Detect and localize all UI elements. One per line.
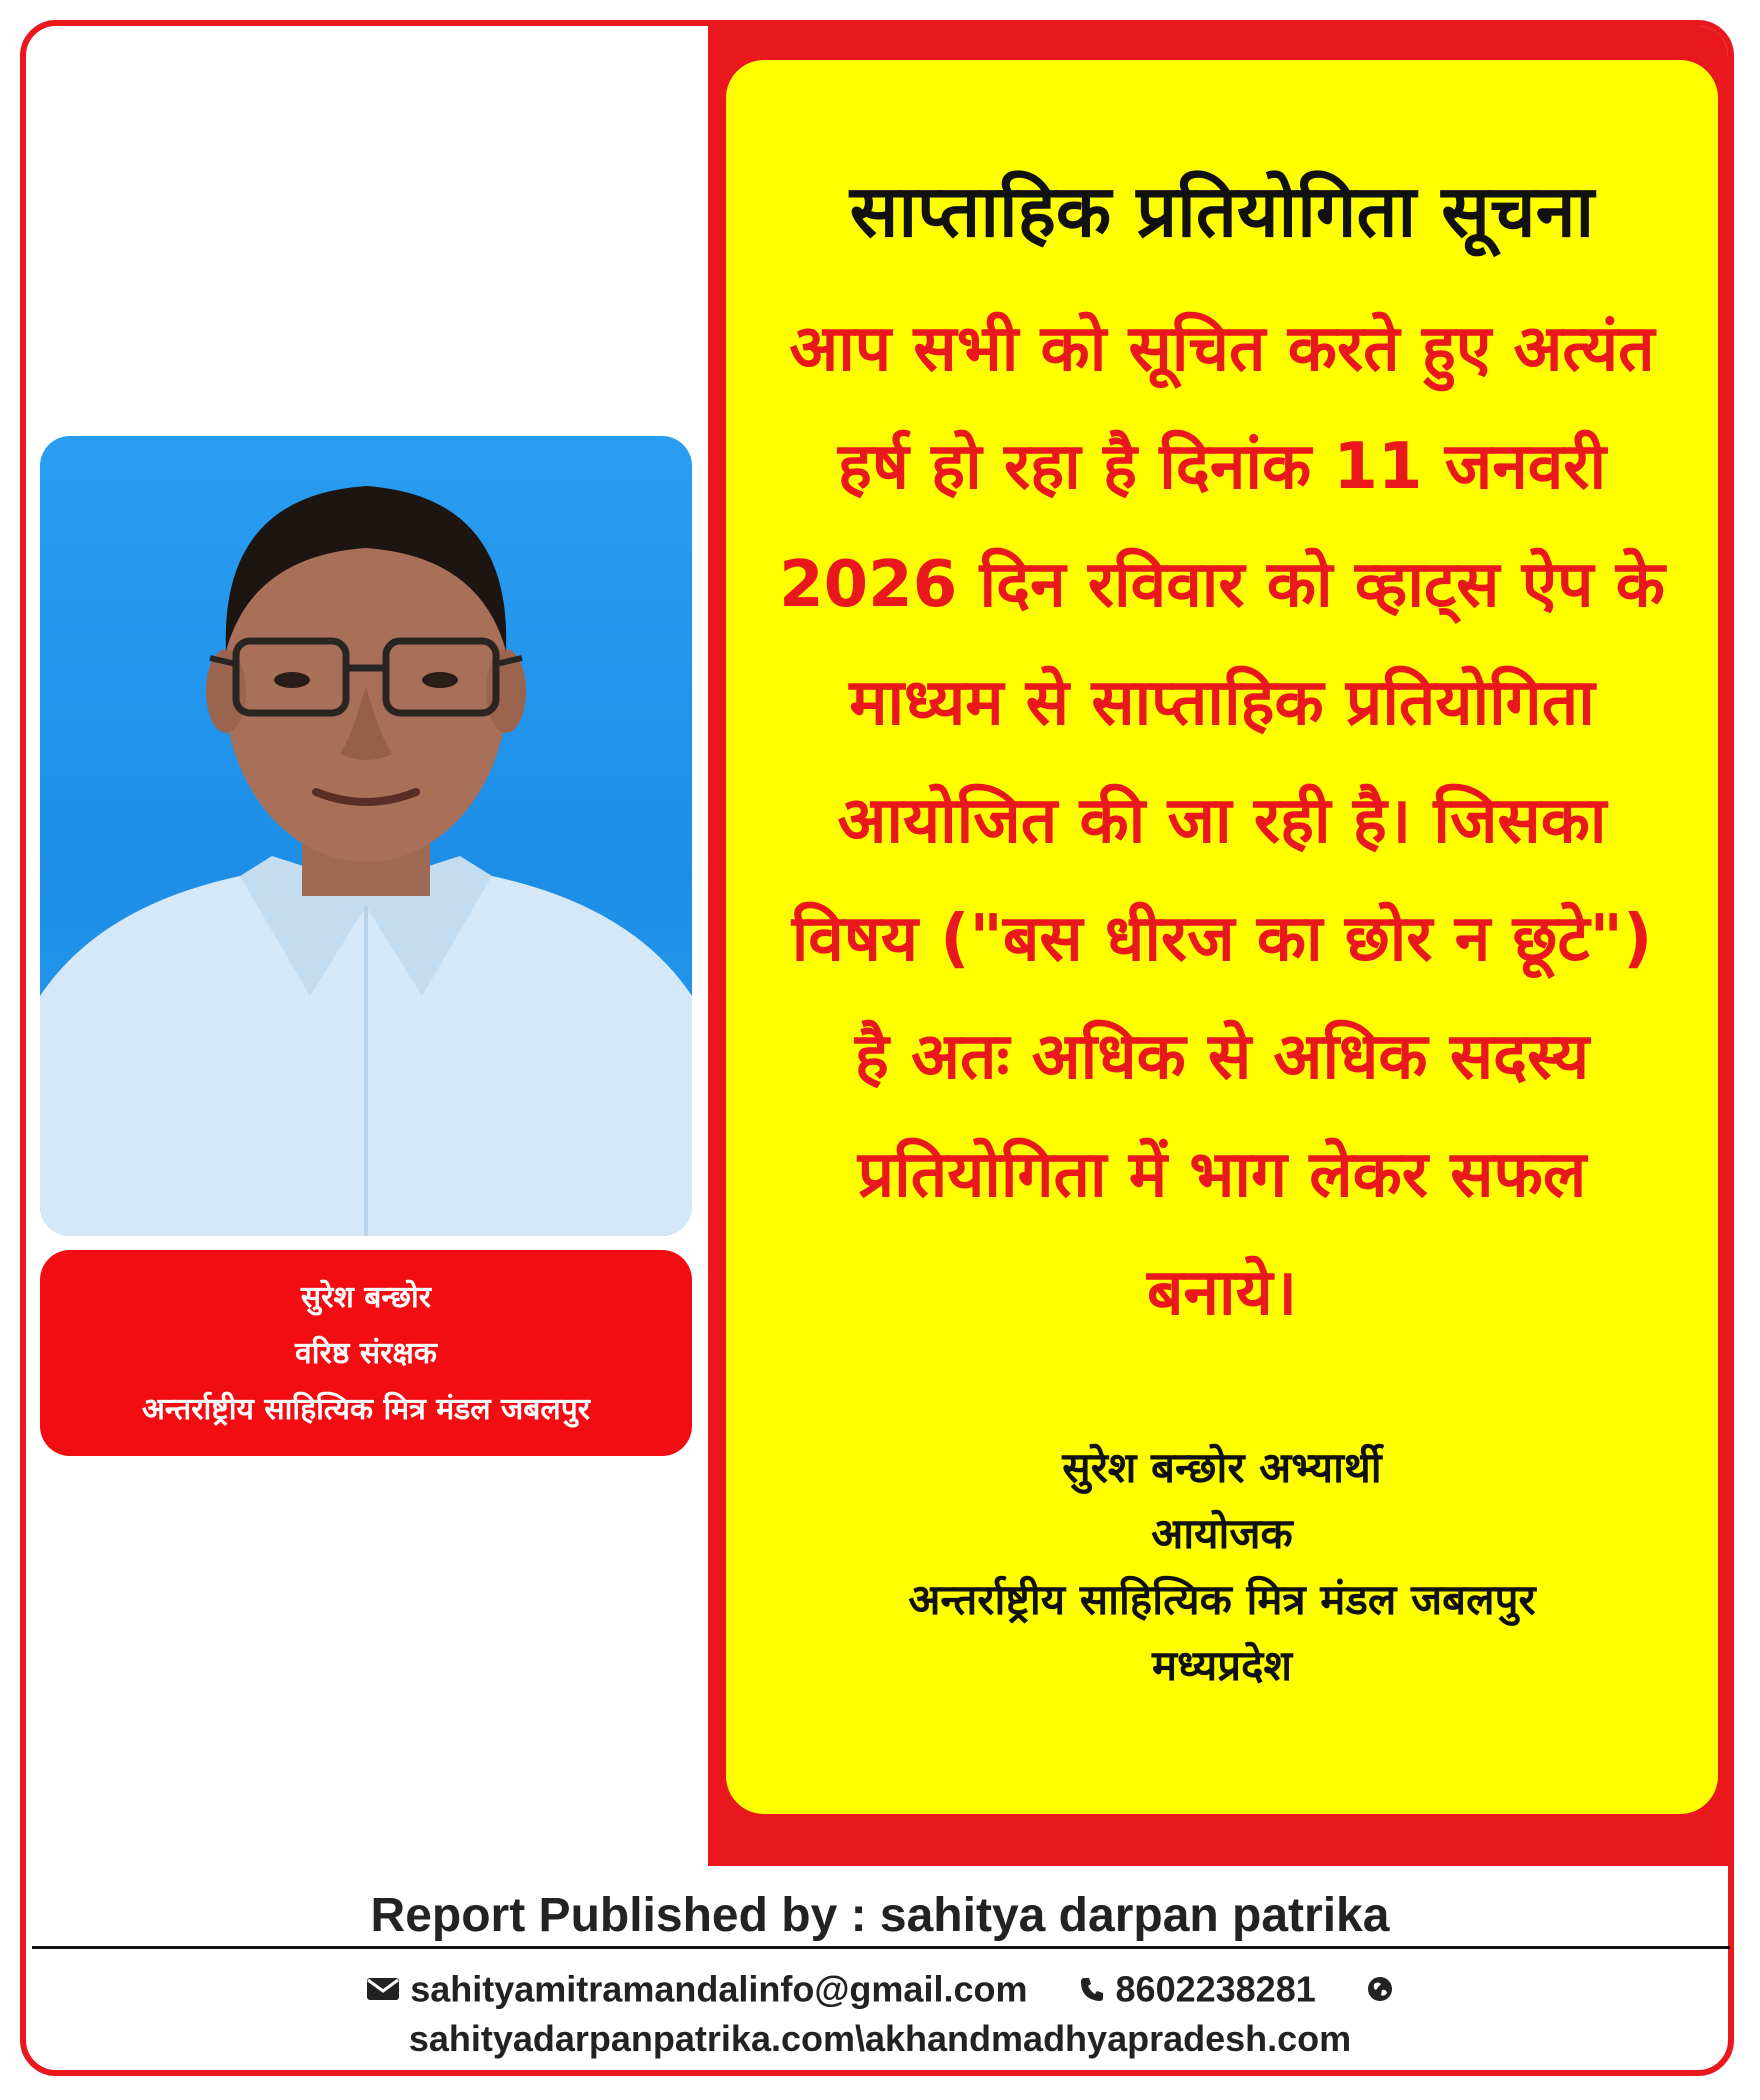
organizer-name: सुरेश बन्छोर अभ्यार्थी bbox=[1062, 1443, 1382, 1492]
globe-icon bbox=[1366, 1975, 1394, 2003]
notice-line: आप सभी को सूचित करते हुए अत्यंत bbox=[789, 312, 1655, 386]
profile-name-card bbox=[40, 1250, 692, 1456]
notice-line: हर्ष हो रहा है दिनांक 11 जनवरी bbox=[837, 430, 1607, 504]
organizer-org: अन्तर्राष्ट्रीय साहित्यिक मित्र मंडल जबलपुर bbox=[908, 1575, 1536, 1624]
notice-line: विषय ("बस धीरज का छोर न छूटे") bbox=[791, 902, 1653, 976]
notice-line: बनाये। bbox=[1146, 1256, 1298, 1330]
profile-org: अन्तर्राष्ट्रीय साहित्यिक मित्र मंडल जबलपुर bbox=[141, 1392, 591, 1427]
published-by: Report Published by : sahitya darpan patrika bbox=[370, 1889, 1390, 1942]
organizer-role: आयोजक bbox=[1151, 1509, 1293, 1558]
contact-phone[interactable]: 8602238281 bbox=[1115, 1968, 1316, 2010]
notice-line: 2026 दिन रविवार को व्हाट्स ऐप के bbox=[779, 548, 1665, 622]
notice-line: माध्यम से साप्ताहिक प्रतियोगिता bbox=[849, 666, 1595, 740]
notice-line: प्रतियोगिता में भाग लेकर सफल bbox=[857, 1138, 1587, 1212]
profile-title: वरिष्ठ संरक्षक bbox=[295, 1336, 437, 1371]
profile-photo bbox=[40, 436, 692, 1236]
phone-icon bbox=[1078, 1975, 1106, 2003]
contact-email[interactable]: sahityamitramandalinfo@gmail.com bbox=[410, 1968, 1028, 2010]
footer-divider bbox=[32, 1946, 1730, 1949]
organizer-state: मध्यप्रदेश bbox=[1151, 1641, 1293, 1690]
notice-line: आयोजित की जा रही है। जिसका bbox=[837, 784, 1607, 858]
notice-box bbox=[726, 60, 1718, 1814]
envelope-icon bbox=[366, 1976, 400, 2002]
notice-line: है अतः अधिक से अधिक सदस्य bbox=[854, 1020, 1590, 1094]
profile-name: सुरेश बन्छोर bbox=[300, 1280, 432, 1315]
notice-body bbox=[766, 290, 1678, 1352]
contact-line bbox=[0, 1966, 1760, 2010]
website-links[interactable]: sahityadarpanpatrika.com\akhandmadhyapradesh.com bbox=[408, 2018, 1352, 2059]
organizer-block bbox=[756, 1435, 1688, 1699]
person-illustration bbox=[40, 436, 692, 1236]
notice-title: साप्ताहिक प्रतियोगिता सूचना bbox=[849, 169, 1595, 253]
